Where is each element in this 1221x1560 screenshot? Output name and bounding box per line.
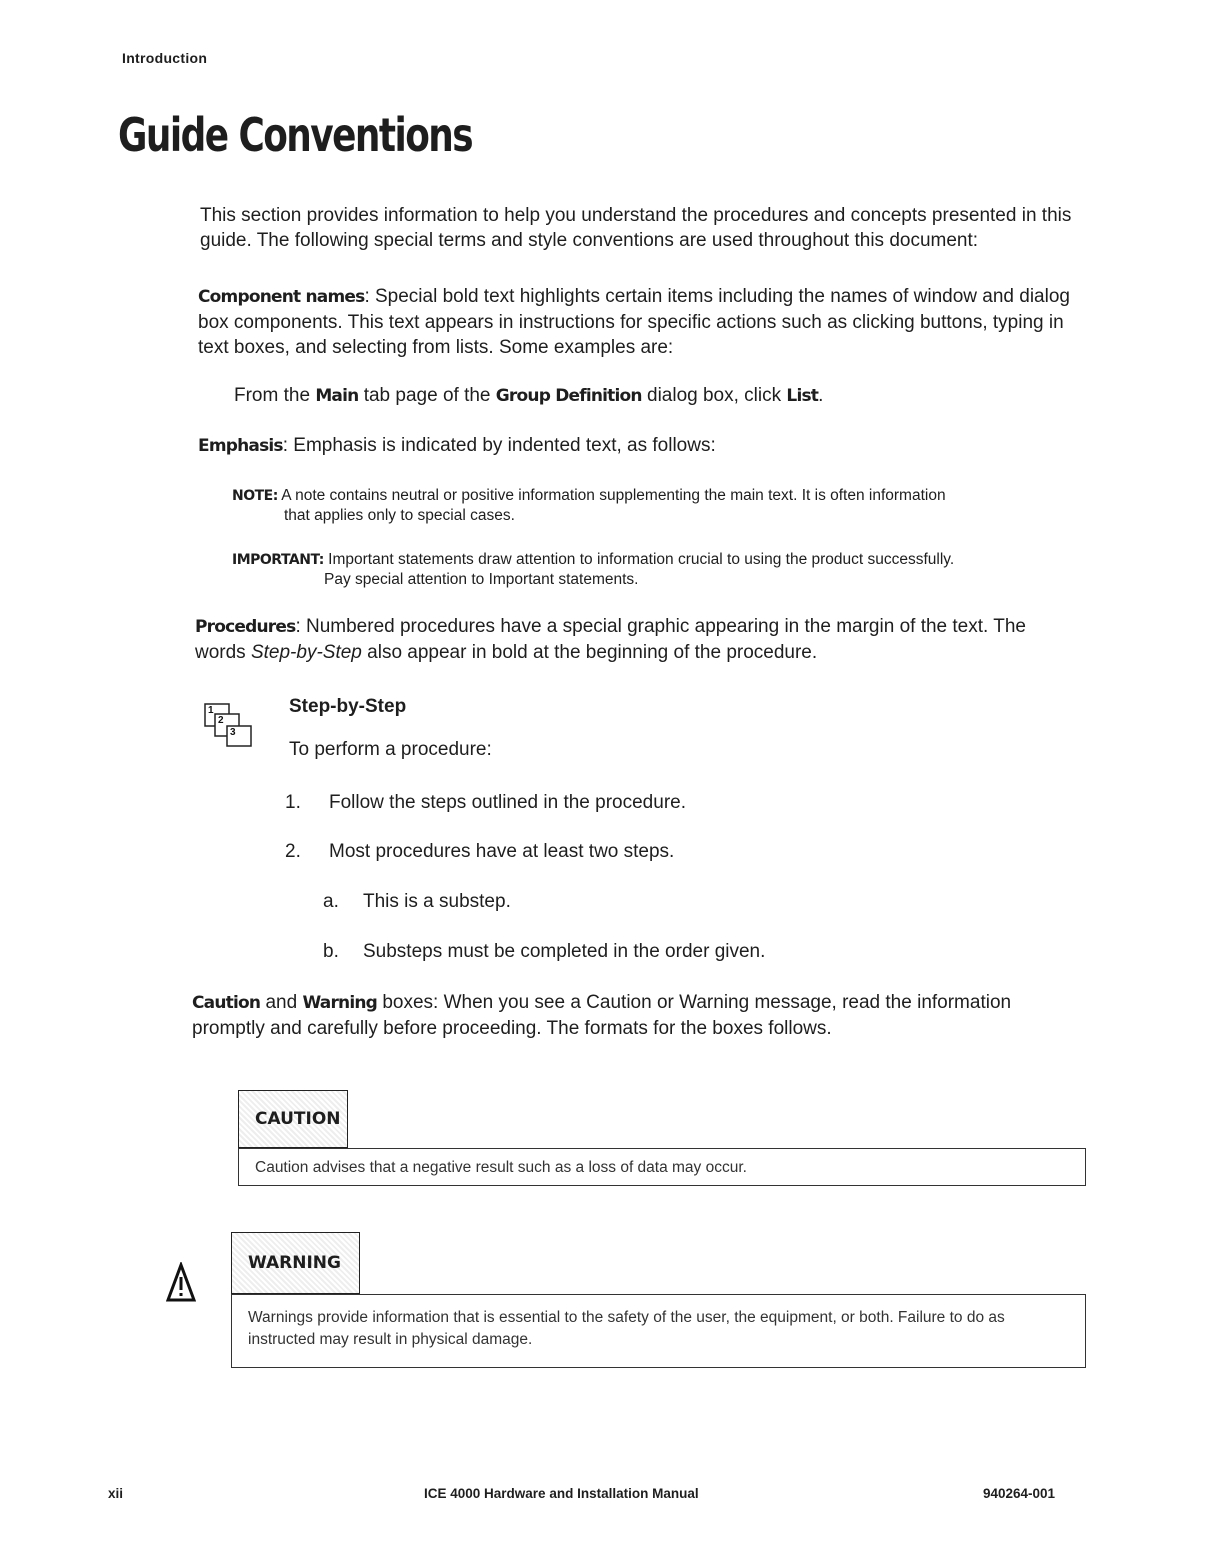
term: Group Definition [495,386,642,406]
substep-text: This is a substep. [363,891,511,912]
text: also appear in bold at the beginning of the procedure. [361,642,818,663]
text: boxes: When you see a Caution or Warning message, read the information promptly and carefully before proceeding. The formats for the boxes follows. [192,992,1012,1039]
component-names-paragraph [198,284,1098,360]
substep-text: Substeps must be completed in the order given. [363,941,766,962]
warning-box: Warnings provide information that is essential to the safety of the user, the equipment, or both. Failure to do as instructed may result in physical damage. [231,1294,1086,1368]
step-by-step-heading: Step-by-Step [289,696,407,717]
term: Procedures [195,617,296,637]
procedures-paragraph [195,614,1075,665]
substep-item [323,939,1221,964]
caution-label: CAUTION [238,1090,348,1148]
step-number: 1. [285,792,301,813]
substep-letter: b. [323,941,339,962]
text: tab page of the [358,385,496,406]
step-by-step-icon [203,700,269,750]
icon-label: 1 [208,705,214,716]
text: : Special bold text highlights certain items including the names of window and dialog box components. This text appears in instructions for specific actions such as clicking buttons, typing in text boxes, and selecting from lists. Some examples are: [198,286,1070,358]
page-number: xii [108,1486,124,1501]
substep-letter: a. [323,891,339,912]
text: that applies only to special cases. [284,507,515,524]
document-number: 940264-001 [983,1486,1056,1501]
text: Important statements draw attention to information crucial to using the product successfully. [323,551,955,568]
manual-title: ICE 4000 Hardware and Installation Manual [424,1486,699,1501]
warning-label: WARNING [231,1232,360,1294]
text: and [260,992,303,1013]
text: A note contains neutral or positive information supplementing the main text. It is often information [277,487,946,504]
important-label: IMPORTANT: [232,552,324,568]
term: Warning [302,993,378,1013]
text: : Numbered procedures have a special graphic appearing in the margin of the text. The words [195,616,1026,663]
icon-label: 3 [230,727,236,738]
step-item [285,839,1185,864]
note-label: NOTE: [232,488,278,504]
text: dialog box, click [641,385,787,406]
boxes-paragraph [192,990,1062,1041]
text: : Emphasis is indicated by indented text, as follows: [282,435,716,456]
intro-paragraph: This section provides information to help you understand the procedures and concepts presented in this guide. The following special terms and style conventions are used throughout this document: [200,205,1072,251]
term: Caution [192,993,261,1013]
important-block [232,550,1092,590]
page-title: Guide Conventions [118,108,473,162]
text: . [818,385,824,406]
text: From the [234,385,316,406]
term: Main [315,386,359,406]
term: Emphasis [198,436,283,456]
step-text: Follow the steps outlined in the procedure. [329,792,686,813]
text: Pay special attention to Important statements. [324,571,639,588]
emphasis-paragraph [198,433,1098,459]
step-number: 2. [285,841,301,862]
term: List [786,386,819,406]
step-text: Most procedures have at least two steps. [329,841,675,862]
caution-box: Caution advises that a negative result such as a loss of data may occur. [238,1148,1086,1186]
substep-item [323,889,1221,914]
warning-triangle-icon [166,1262,196,1304]
step-item [285,790,1185,815]
step-intro: To perform a procedure: [289,739,492,760]
note-block [232,486,1092,526]
running-header: Introduction [122,50,208,66]
term: Component names [198,287,365,307]
example-paragraph [234,383,1134,409]
icon-label: 2 [218,715,224,726]
italic-text: Step-by-Step [250,642,362,663]
